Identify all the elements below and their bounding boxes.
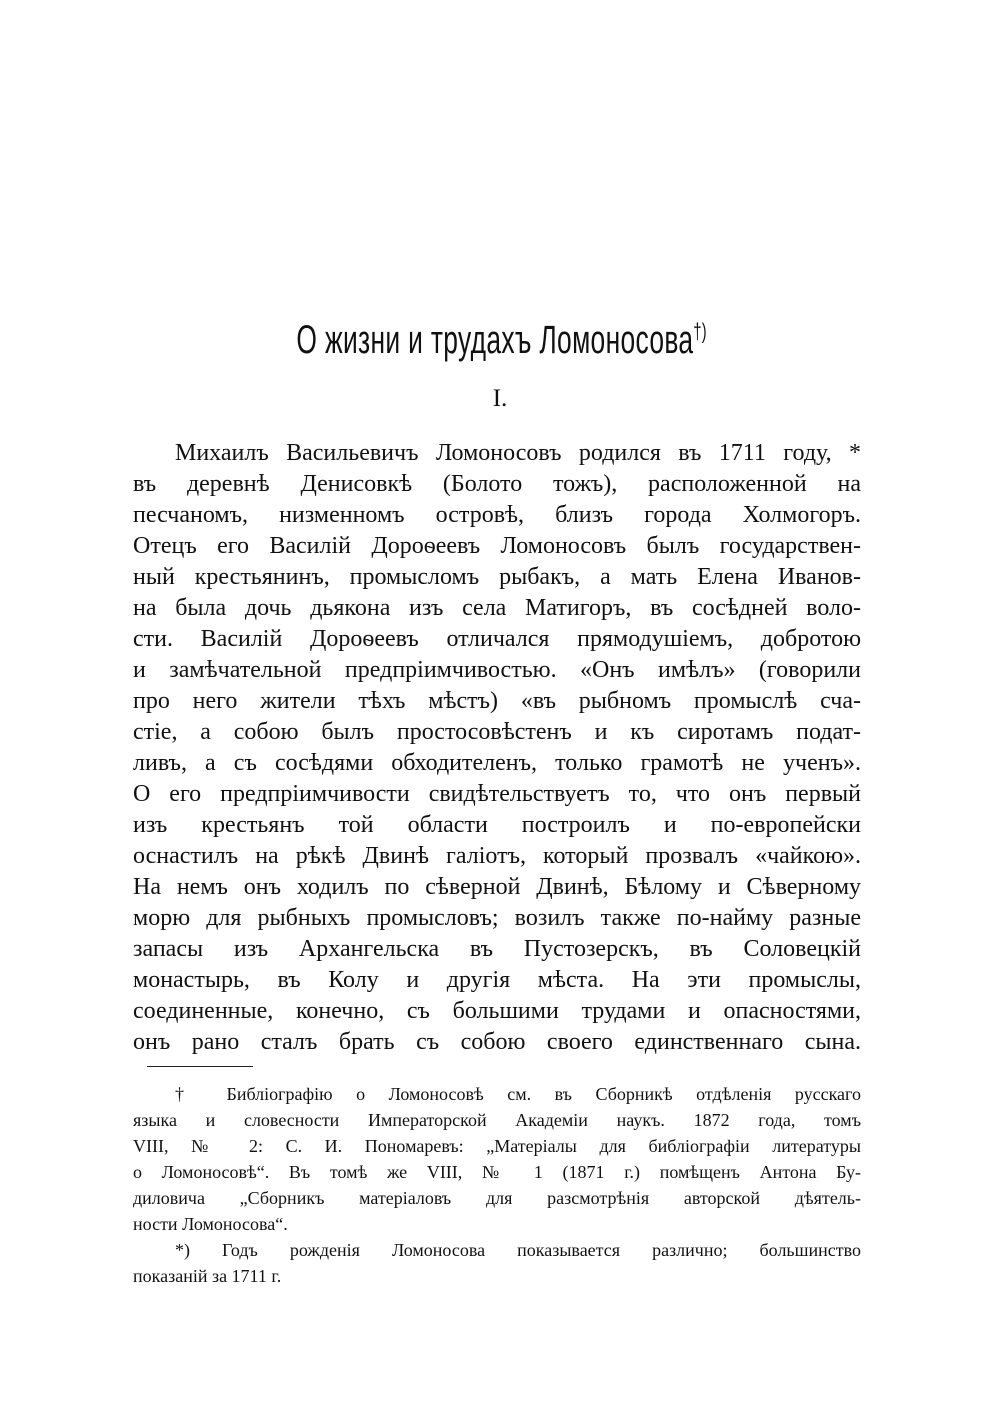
text-line: изъ крестьянъ той области построилъ и по-европейски bbox=[133, 812, 861, 838]
footnotes bbox=[133, 1081, 861, 1289]
footnote-line: диловича „Сборникъ матеріаловъ для разсмотрѣнія авторской дѣятель- bbox=[133, 1188, 861, 1208]
footnote-line: о Ломоносовѣ“. Въ томѣ же VIII, № 1 (1871 г.) помѣщенъ Антона Бу- bbox=[133, 1162, 861, 1182]
page-title-text: О жизни и трудахъ Ломоносова bbox=[296, 318, 694, 362]
text-line: ливъ, а съ сосѣдями обходителенъ, только грамотѣ не ученъ». bbox=[133, 750, 861, 776]
text-line: онъ рано сталъ брать съ собою своего единственнаго сына. bbox=[133, 1029, 861, 1055]
footnote-line: † Библіографію о Ломоносовѣ см. въ Сборникѣ отдѣленія русскаго bbox=[175, 1084, 861, 1104]
text-line: О его предпріимчивости свидѣтельствуетъ то, что онъ первый bbox=[133, 781, 861, 807]
text-line: Михаилъ Васильевичъ Ломоносовъ родился въ 1711 году, * bbox=[175, 440, 861, 466]
footnote-line: ности Ломоносова“. bbox=[133, 1214, 288, 1234]
page-title bbox=[172, 318, 832, 363]
text-line: запасы изъ Архангельска въ Пустозерскъ, въ Соловецкій bbox=[133, 936, 861, 962]
text-line: сти. Василій Дороѳеевъ отличался прямодушіемъ, добротою bbox=[133, 626, 861, 652]
text-line: морю для рыбныхъ промысловъ; возилъ также по-найму разные bbox=[133, 905, 861, 931]
text-line: соединенные, конечно, съ большими трудами и опасностями, bbox=[133, 998, 861, 1024]
footnote-line: *) Годъ рожденія Ломоносова показывается различно; большинство bbox=[175, 1240, 861, 1260]
text-line: и замѣчательной предпріимчивостью. «Онъ имѣлъ» (говорили bbox=[133, 657, 861, 683]
text-line: стіе, а собою былъ простосовѣстенъ и къ сиротамъ подат- bbox=[133, 719, 861, 745]
text-line: оснастилъ на рѣкѣ Двинѣ галіотъ, который прозвалъ «чайкою». bbox=[133, 843, 861, 869]
text-line: На немъ онъ ходилъ по сѣверной Двинѣ, Бѣлому и Сѣверному bbox=[133, 874, 861, 900]
text-line: на была дочь дьякона изъ села Матигоръ, въ сосѣдней воло- bbox=[133, 595, 861, 621]
main-text bbox=[133, 438, 861, 1058]
title-footnote-mark: †) bbox=[693, 318, 707, 344]
text-line: про него жители тѣхъ мѣстъ) «въ рыбномъ промыслѣ сча- bbox=[133, 688, 861, 714]
footnote-divider bbox=[147, 1066, 253, 1067]
text-line: монастырь, въ Колу и другія мѣста. На эти промыслы, bbox=[133, 967, 861, 993]
text-line: Отецъ его Василій Дороѳеевъ Ломоносовъ былъ государствен- bbox=[133, 533, 861, 559]
footnote-line: показаній за 1711 г. bbox=[133, 1266, 282, 1286]
footnote-line: языка и словесности Императорской Академіи наукъ. 1872 года, томъ bbox=[133, 1110, 861, 1130]
text-line: песчаномъ, низменномъ островѣ, близъ города Холмогоръ. bbox=[133, 502, 861, 528]
text-line: ный крестьянинъ, промысломъ рыбакъ, а мать Елена Иванов- bbox=[133, 564, 861, 590]
chapter-number: I. bbox=[492, 385, 508, 412]
footnote-line: VIII, № 2: С. И. Пономаревъ: „Матеріалы для библіографіи литературы bbox=[133, 1136, 861, 1156]
text-line: въ деревнѣ Денисовкѣ (Болото тожъ), расположенной на bbox=[133, 471, 861, 497]
